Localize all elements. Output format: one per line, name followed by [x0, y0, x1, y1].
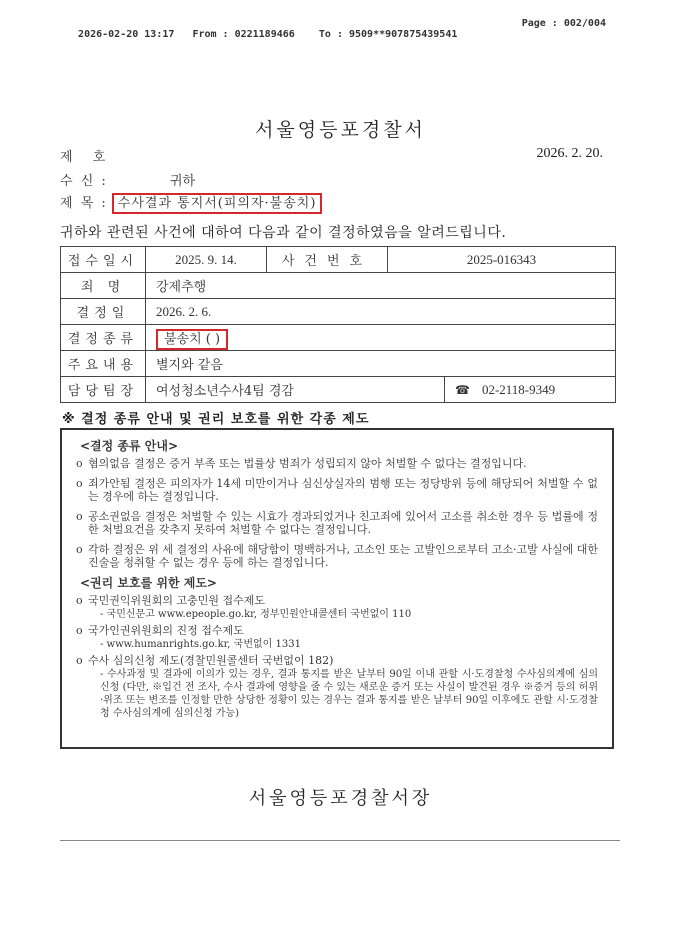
recipient-label: 수 신 : — [60, 174, 108, 189]
bullet-circle-icon: o — [76, 624, 83, 637]
bullet-circle-icon: o — [76, 543, 83, 556]
decision-type-description: 죄가안됨 결정은 피의자가 14세 미만이거나 심신상실자의 범행 또는 정당방위 등에 해당되어 처벌할 수 없는 경우에 하는 결정입니다. — [88, 477, 598, 503]
fax-header — [66, 18, 606, 51]
rights-item-detail: - 국민신문고 www.epeople.go.kr, 정부민원안내콜센터 국번없이 110 — [100, 609, 412, 620]
list-item — [76, 457, 598, 470]
decision-date-label: 결정일 — [61, 299, 146, 325]
table-row — [61, 325, 616, 351]
bullet-circle-icon: o — [76, 654, 83, 667]
decision-type-description: 각하 결정은 위 세 결정의 사유에 해당함이 명백하거나, 고소인 또는 고발인으로부터 고소·고발 사실에 대한 진술을 청취할 수 없는 경우 등에 하는 결정입니다. — [88, 543, 598, 569]
rights-item-title: 국가인권위원회의 진정 접수제도 — [88, 624, 244, 637]
charge-value: 강제추행 — [146, 273, 616, 299]
fax-from: From : 0221189466 — [192, 29, 295, 40]
table-row — [61, 273, 616, 299]
received-label: 접수일시 — [61, 247, 146, 273]
document-date: 2026. 2. 20. — [536, 146, 603, 161]
document-title: 서울영등포경찰서 — [255, 119, 426, 141]
footer-divider — [60, 840, 620, 841]
fax-to: To : 9509**907875439541 — [318, 29, 458, 40]
team-leader-value: 여성청소년수사4팀 경감 — [146, 377, 445, 403]
telephone-icon: ☎ — [455, 382, 470, 397]
decision-type-label: 결정종류 — [61, 325, 146, 351]
rights-section-title: <권리 보호를 위한 제도> — [80, 576, 217, 590]
subject-row — [60, 192, 322, 211]
document-number-row — [60, 146, 113, 165]
bullet-circle-icon: o — [76, 477, 83, 490]
list-item — [76, 477, 598, 503]
list-item — [76, 624, 598, 651]
case-number-label: 사건번호 — [267, 247, 388, 273]
table-row — [61, 377, 616, 403]
case-info-table — [60, 246, 616, 403]
list-item — [76, 654, 598, 720]
charge-label: 죄 명 — [61, 273, 146, 299]
table-row — [61, 351, 616, 377]
team-leader-label: 담당팀장 — [61, 377, 146, 403]
phone-value: 02-2118-9349 — [481, 381, 556, 397]
decision-type-cell — [146, 325, 616, 351]
rights-item-detail: - 수사과정 및 결과에 이의가 있는 경우, 결과 통지를 받은 날부터 90일 이내 관할 시·도경찰청 수사심의계에 심의신청 (다만, ※입건 전 조사, 수사 결과에 영향을 줄 수 있는 새로운 증거 또는 사실이 발견된 경우 ※증거 등의 허위·위조 또는 변조를 인정할 만한 상당한 정황이 있는 경우는 결과 통지를 받은 날부터 90일 이후에도 관할 시·도경찰청 수사심의계에 심의신청 가능) — [100, 669, 598, 719]
recipient-value: 귀하 — [170, 174, 196, 189]
decision-type-highlight-box — [156, 329, 228, 350]
fax-page-number: Page : 002/004 — [521, 18, 606, 29]
bullet-circle-icon: o — [76, 594, 83, 607]
fax-timestamp: 2026-02-20 13:17 — [78, 29, 175, 40]
intro-text: 귀하와 관련된 사건에 대하여 다음과 같이 결정하였음을 알려드립니다. — [60, 225, 507, 241]
rights-item-title: 수사 심의신청 제도(경찰민원콜센터 국번없이 182) — [88, 654, 334, 667]
table-row — [61, 247, 616, 273]
subject-value: 수사결과 통지서(피의자·불송치) — [117, 196, 317, 211]
list-item — [76, 594, 598, 621]
decision-date-value: 2026. 2. 6. — [146, 299, 616, 325]
subject-highlight-box — [112, 193, 323, 214]
main-content-label: 주요내용 — [61, 351, 146, 377]
received-value: 2025. 9. 14. — [146, 247, 267, 273]
decision-type-description: 혐의없음 결정은 증거 부족 또는 법률상 범죄가 성립되지 않아 처벌할 수 없다는 결정입니다. — [88, 457, 527, 470]
list-item — [76, 510, 598, 536]
decision-types-section-title: <결정 종류 안내> — [80, 439, 179, 453]
notice-heading: ※ 결정 종류 안내 및 권리 보호를 위한 각종 제도 — [62, 412, 370, 427]
bullet-circle-icon: o — [76, 510, 83, 523]
document-number-label: 제 호 — [60, 150, 114, 165]
rights-item-title: 국민권익위원회의 고충민원 접수제도 — [88, 594, 266, 607]
table-row — [61, 299, 616, 325]
notice-box — [60, 428, 614, 749]
list-item — [76, 543, 598, 569]
case-number-value: 2025-016343 — [388, 247, 616, 273]
decision-type-value: 불송치 ( ) — [164, 332, 221, 347]
decision-type-description: 공소권없음 결정은 처벌할 수 있는 시효가 경과되었거나 친고죄에 있어서 고소를 취소한 경우 등 법률에 정한 처벌요건을 갖추지 못하여 처벌할 수 없다는 결정입니다. — [88, 510, 598, 536]
issuer-signature: 서울영등포경찰서장 — [248, 788, 433, 809]
main-content-value: 별지와 같음 — [146, 351, 616, 377]
rights-item-detail: - www.humanrights.go.kr, 국번없이 1331 — [100, 639, 301, 650]
subject-label: 제 목 : — [60, 196, 108, 211]
bullet-circle-icon: o — [76, 457, 83, 470]
phone-cell — [445, 377, 616, 403]
recipient-row — [60, 170, 195, 189]
